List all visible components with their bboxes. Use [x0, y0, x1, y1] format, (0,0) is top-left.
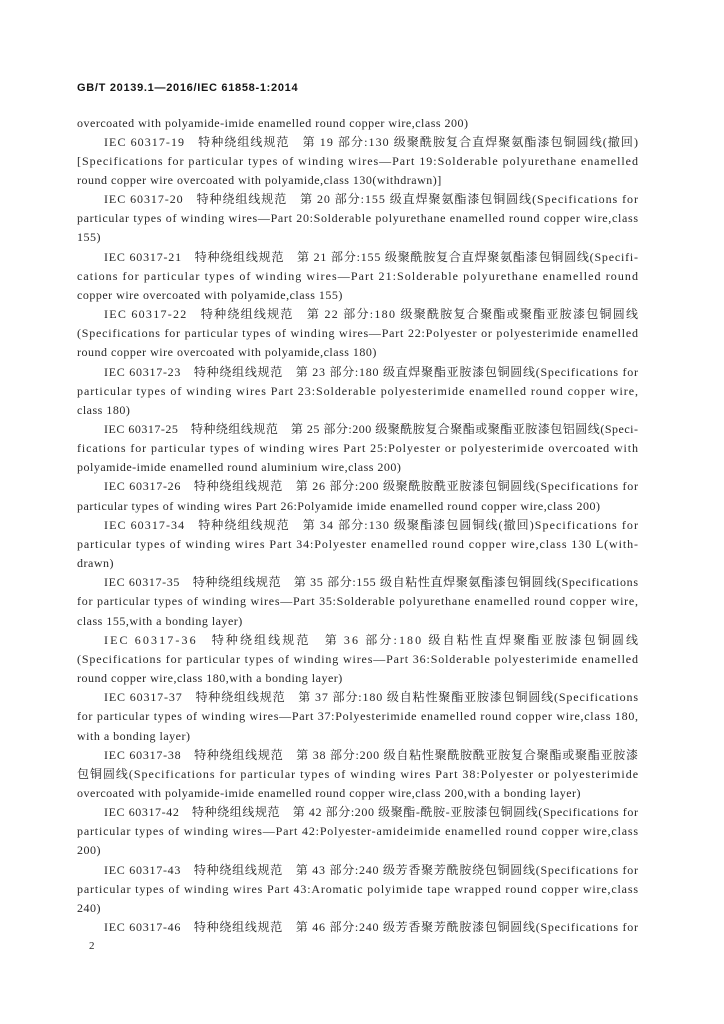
text-line: with a bonding layer) [77, 728, 191, 743]
text-line: drawn) [77, 556, 114, 571]
text-line: IEC 60317-25 特种绕组线规范 第 25 部分:200 级聚酰胺复合聚酯或聚酯亚胺漆包铝圆线(Speci- [104, 422, 639, 436]
text-line: overcoated with polyamide-imide enamelled round copper wire,class 200,with a bonding layer) [77, 785, 582, 800]
text-line: IEC 60317-46 特种绕组线规范 第 46 部分:240 级芳香聚芳酰胺漆包铜圆线(Specifications for [104, 920, 639, 935]
text-line: for particular types of winding wires—Part 37:Polyesterimide enamelled round copper wire,class 180, [77, 709, 639, 724]
text-line: copper wire overcoated with polyamide,class 155) [77, 287, 343, 302]
text-line: round copper wire overcoated with polyamide,class 130(withdrawn)] [77, 172, 442, 187]
text-line: (Specifications for particular types of winding wires—Part 36:Solderable polyesterimide enamelled [77, 651, 639, 666]
text-line: IEC 60317-21 特种绕组线规范 第 21 部分:155 级聚酰胺复合直焊聚氨酯漆包铜圆线(Specifi- [104, 249, 639, 264]
text-line: round copper wire,class 180,with a bonding layer) [77, 671, 343, 686]
text-line: particular types of winding wires Part 26:Polyamide imide enamelled round copper wire,class 200) [77, 498, 601, 513]
text-line: particular types of winding wires—Part 42:Polyester-amideimide enamelled round copper wire,class [77, 824, 639, 839]
reference-entry-iec-60317-21 [77, 248, 638, 305]
text-line: 155) [77, 230, 101, 245]
text-line: particular types of winding wires Part 23:Solderable polyesterimide enamelled round copper wire, [77, 383, 639, 398]
text-line: IEC 60317-26 特种绕组线规范 第 26 部分:200 级聚酰胺酰亚胺漆包铜圆线(Specifications for [104, 479, 639, 494]
text-line: class 180) [77, 402, 131, 417]
text-line: particular types of winding wires—Part 20:Solderable polyurethane enamelled round copper wire,class [77, 211, 639, 226]
text-line: IEC 60317-37 特种绕组线规范 第 37 部分:180 级自粘性聚酯亚胺漆包铜圆线(Specifications [104, 690, 639, 705]
text-line: 240) [77, 900, 101, 915]
page-number: 2 [89, 940, 95, 952]
reference-entry-iec-60317-38 [77, 746, 638, 803]
text-line: (Specifications for particular types of winding wires—Part 22:Polyester or polyesterimide enamelled [77, 326, 639, 341]
reference-entry-iec-60317-22 [77, 305, 638, 362]
text-line: fications for particular types of winding wires Part 25:Polyester or polyesterimide overcoated with [77, 441, 639, 456]
text-line: cations for particular types of winding wires—Part 21:Solderable polyurethane enamelled round [77, 268, 640, 283]
reference-entry-iec-60317-35 [77, 573, 638, 630]
text-line: 200) [77, 843, 101, 858]
reference-entry-iec-60317-36 [77, 631, 641, 688]
text-line: IEC 60317-19 特种绕组线规范 第 19 部分:130 级聚酰胺复合直焊聚氨酯漆包铜圆线(撤回) [104, 134, 640, 149]
text-line: 包铜圆线(Specifications for particular types of winding wires Part 38:Polyester or polyesterimide [77, 766, 639, 781]
reference-entry-iec-60317-46 [77, 918, 638, 937]
text-line: particular types of winding wires Part 43:Aromatic polyimide tape wrapped round copper wire,class [77, 881, 639, 896]
text-line: IEC 60317-36 特种绕组线规范 第 36 部分:180 级自粘性直焊聚酯亚胺漆包铜圆线 [104, 632, 641, 647]
reference-entry-iec-60317-37 [77, 688, 638, 745]
reference-entry-iec-60317-20 [77, 190, 638, 247]
text-line: IEC 60317-20 特种绕组线规范 第 20 部分:155 级直焊聚氨酯漆包铜圆线(Specifications for [104, 192, 639, 207]
text-line: [Specifications for particular types of winding wires—Part 19:Solderable polyurethane enamelled [77, 153, 639, 168]
reference-entry-iec-60317-26 [77, 477, 638, 515]
text-line: particular types of winding wires Part 34:Polyester enamelled round copper wire,class 130 L(with- [77, 536, 639, 551]
text-line: round copper wire overcoated with polyamide,class 180) [77, 345, 377, 360]
text-line: IEC 60317-22 特种绕组线规范 第 22 部分:180 级聚酰胺复合聚酯或聚酯亚胺漆包铜圆线 [104, 307, 640, 322]
text-line: IEC 60317-43 特种绕组线规范 第 43 部分:240 级芳香聚芳酰胺绕包铜圆线(Specifications for [104, 862, 639, 877]
text-line: IEC 60317-23 特种绕组线规范 第 23 部分:180 级直焊聚酯亚胺漆包铜圆线(Specifications for [104, 364, 639, 379]
text-line: overcoated with polyamide-imide enamelled round copper wire,class 200) [77, 115, 469, 130]
reference-entry-iec-60317-23 [77, 363, 638, 420]
continued-entry [77, 114, 638, 133]
text-line: IEC 60317-42 特种绕组线规范 第 42 部分:200 级聚酯-酰胺-亚胺漆包铜圆线(Specifications for [104, 805, 639, 820]
reference-entry-iec-60317-19 [77, 133, 638, 190]
reference-entry-iec-60317-34 [77, 516, 638, 573]
text-line: IEC 60317-38 特种绕组线规范 第 38 部分:200 级自粘性聚酰胺酰亚胺复合聚酯或聚酯亚胺漆 [104, 747, 639, 762]
reference-entry-iec-60317-42 [77, 803, 638, 860]
text-line: IEC 60317-35 特种绕组线规范 第 35 部分:155 级自粘性直焊聚氨酯漆包铜圆线(Specifications [104, 575, 639, 590]
text-line: IEC 60317-34 特种绕组线规范 第 34 部分:130 级聚酯漆包圆铜线(撤回)Specifications for [104, 517, 640, 532]
reference-list [77, 114, 641, 938]
text-line: class 155,with a bonding layer) [77, 613, 243, 628]
standard-number-header: GB/T 20139.1—2016/IEC 61858-1:2014 [77, 82, 299, 94]
text-line: for particular types of winding wires—Part 35:Solderable polyurethane enamelled round copper wire, [77, 594, 639, 609]
reference-entry-iec-60317-43 [77, 861, 638, 918]
reference-entry-iec-60317-25 [77, 420, 638, 477]
text-line: polyamide-imide enamelled round aluminium wire,class 200) [77, 460, 402, 475]
